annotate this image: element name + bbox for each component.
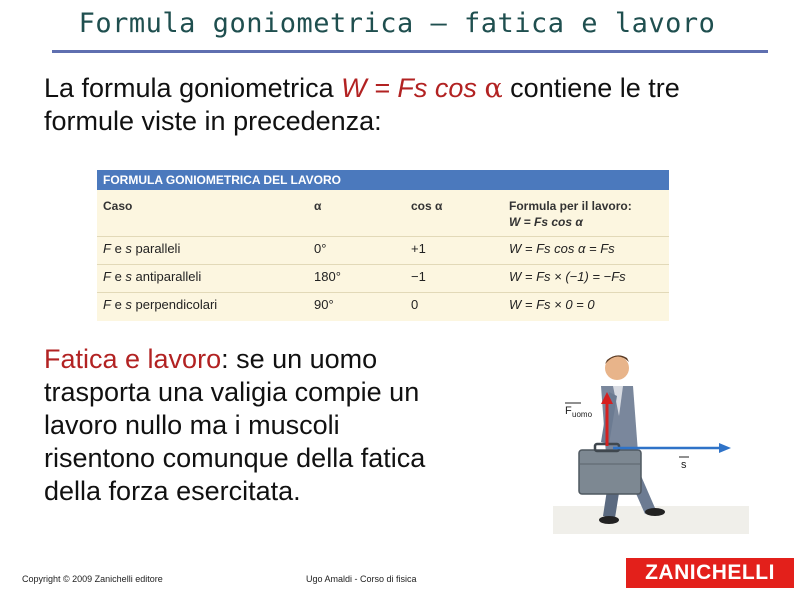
table-row xyxy=(97,236,669,261)
vector-f: F xyxy=(103,269,111,284)
man-shoe-back xyxy=(599,516,619,524)
table-row xyxy=(97,264,669,289)
intro-text xyxy=(44,72,764,138)
row-case-label: paralleli xyxy=(131,241,181,256)
man-shoe-front xyxy=(645,508,665,516)
table-row xyxy=(97,292,669,317)
row-cos: +1 xyxy=(411,241,426,256)
work-formula-table xyxy=(97,170,669,321)
header-case: Caso xyxy=(103,199,133,213)
row-angle: 180° xyxy=(314,269,341,284)
author-text: Ugo Amaldi - Corso di fisica xyxy=(306,574,417,584)
vector-f: F xyxy=(103,297,111,312)
copyright-text: Copyright © 2009 Zanichelli editore xyxy=(22,574,163,584)
row-angle: 90° xyxy=(314,297,334,312)
header-angle: α xyxy=(314,199,322,213)
intro-post: contiene le tre formule viste in precedenza: xyxy=(44,73,680,136)
header-formula-line1: Formula per il lavoro: xyxy=(509,199,632,213)
vector-s: s xyxy=(125,241,132,256)
displacement-arrowhead xyxy=(719,443,731,453)
row-case xyxy=(103,265,201,289)
table-header-row xyxy=(97,190,669,238)
header-formula xyxy=(509,198,632,230)
body-rest: : se un uomo trasporta una valigia compie un lavoro nullo ma i muscoli risentono comunque della fatica della forza esercitata. xyxy=(44,344,426,506)
header-cos: cos α xyxy=(411,199,443,213)
force-sub: uomo xyxy=(572,410,593,419)
vector-f: F xyxy=(103,241,111,256)
vector-and: e xyxy=(110,297,126,312)
zanichelli-logo: ZANICHELLI xyxy=(626,558,794,588)
vector-and: e xyxy=(110,241,126,256)
disp-label: s xyxy=(681,459,687,471)
row-cos: −1 xyxy=(411,269,426,284)
row-case-label: antiparalleli xyxy=(131,269,202,284)
slide-title: Formula goniometrica – fatica e lavoro xyxy=(78,8,716,39)
row-case-label: perpendicolari xyxy=(131,297,218,312)
title-underline xyxy=(52,50,768,53)
row-formula: W = Fs cos α = Fs xyxy=(509,241,615,256)
vector-s: s xyxy=(125,297,132,312)
row-formula: W = Fs × 0 = 0 xyxy=(509,297,595,312)
row-cos: 0 xyxy=(411,297,419,312)
force-label: F xyxy=(565,405,572,417)
table-title: FORMULA GONIOMETRICA DEL LAVORO xyxy=(97,170,669,190)
row-case xyxy=(103,293,217,317)
header-formula-line2: W = Fs cos α xyxy=(509,215,583,229)
row-case xyxy=(103,237,180,261)
vector-s: s xyxy=(125,269,132,284)
row-angle: 0° xyxy=(314,241,327,256)
vector-and: e xyxy=(110,269,126,284)
suitcase xyxy=(579,450,641,494)
alpha-symbol: α xyxy=(484,73,503,104)
body-text xyxy=(44,343,454,508)
intro-pre: La formula goniometrica xyxy=(44,73,342,103)
formula-text: W = Fs cos xyxy=(341,73,485,103)
man-carrying-suitcase-illustration xyxy=(553,346,749,534)
body-keyword: Fatica e lavoro xyxy=(44,344,222,374)
row-formula: W = Fs × (−1) = −Fs xyxy=(509,269,626,284)
